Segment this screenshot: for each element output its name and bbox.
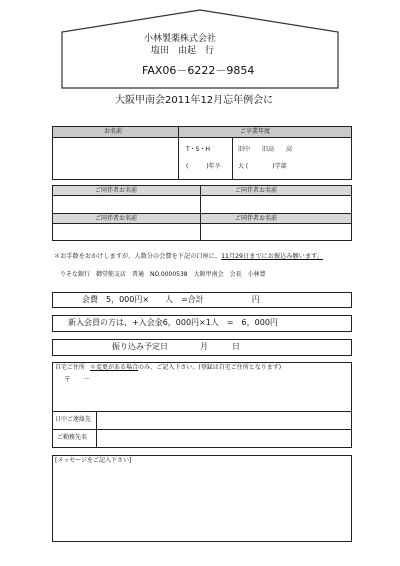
- fee-text: 会費 5，000円× 人 =合計 円: [82, 295, 260, 304]
- day-contact-field[interactable]: [97, 412, 351, 429]
- name-grad-header-row: [53, 127, 351, 137]
- fax-number: FAX06－6222－9854: [142, 64, 255, 77]
- companion-label-3: ご同伴者お名前: [95, 215, 138, 222]
- day-contact-label: 日中ご連絡先: [55, 416, 92, 423]
- address-change-note: [90, 365, 281, 371]
- message-box[interactable]: [52, 455, 352, 542]
- address-label: 自宅ご住所: [55, 364, 86, 371]
- name-field[interactable]: [53, 138, 177, 179]
- university-field[interactable]: 大 ( )学部: [238, 163, 287, 170]
- workplace-field[interactable]: [97, 430, 351, 447]
- postal-code-field[interactable]: 〒 －: [64, 375, 90, 383]
- name-header: お名前: [104, 128, 123, 135]
- workplace-label: ご勤務先名: [57, 434, 88, 441]
- companion-field-1[interactable]: [53, 196, 199, 213]
- era-options[interactable]: T・S・H: [186, 146, 210, 153]
- companion-label-4: ご同伴者お名前: [235, 215, 278, 222]
- bank-account: りそな銀行 御堂筋支店 普通 NO.0000538 大阪甲南会 会長 小林豊: [60, 271, 266, 278]
- companion-field-2[interactable]: [201, 196, 351, 213]
- companion-label-1: ご同伴者お名前: [95, 187, 138, 194]
- transfer-date-text: 振り込み予定日 月 日: [112, 342, 240, 351]
- school-type-options[interactable]: 旧中 旧高 高: [238, 146, 293, 153]
- recipient-name: 塩田 由起 行: [151, 46, 215, 56]
- company-name: 小林製薬株式会社: [144, 34, 217, 44]
- address-field[interactable]: [53, 386, 351, 410]
- page-title: 大阪甲南会2011年12月忘年例会に: [115, 95, 274, 106]
- new-member-text: 新入会員の方は、+入会金6，000円×1人 = 6，000円: [68, 318, 278, 327]
- message-label: [メッセージをご記入下さい]: [55, 457, 132, 464]
- companion-field-4[interactable]: [201, 224, 351, 240]
- companion-field-3[interactable]: [53, 224, 199, 240]
- companion-label-2: ご同伴者お名前: [235, 187, 278, 194]
- payment-deadline: 11月29日までにお振込み願います。: [221, 253, 323, 260]
- payment-notice-text: ＊お手数をおかけしますが、人数分の会費を下記の口座に、: [54, 253, 222, 260]
- grad-year-field[interactable]: ( )年卒: [186, 163, 221, 170]
- address-change-emph: ＊変更がある場合: [90, 364, 139, 371]
- grad-header: ご卒業年度: [240, 128, 271, 135]
- payment-notice: [54, 254, 323, 260]
- address-change-rest: のみ、ご記入下さい。(登録は自宅ご住所となります): [138, 364, 282, 371]
